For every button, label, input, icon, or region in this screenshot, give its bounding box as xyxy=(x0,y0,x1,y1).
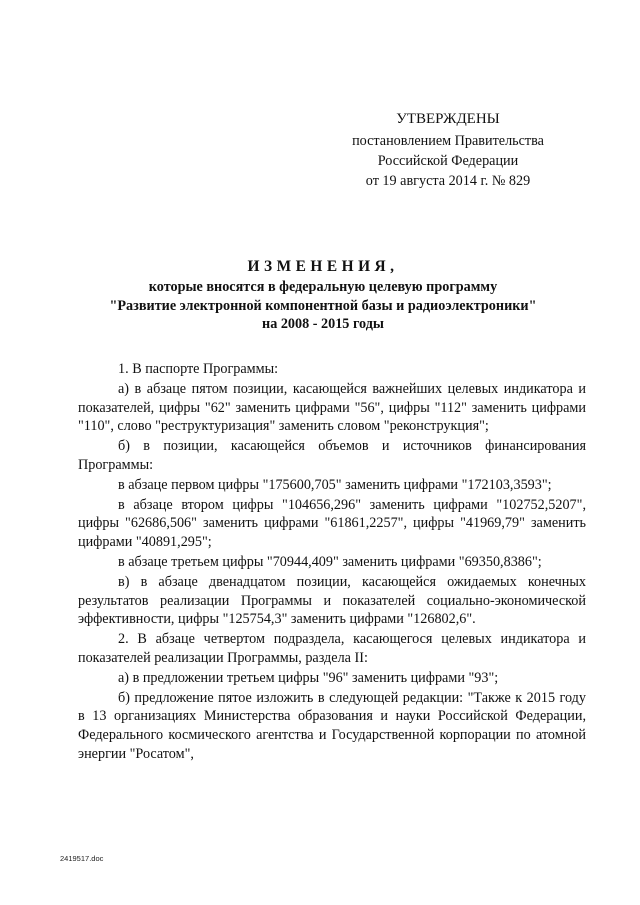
paragraph: 2. В абзаце четвертом подраздела, касающегося целевых индикатора и показателей реализации Программы, раздела II: xyxy=(78,631,586,666)
paragraph: б) в позиции, касающейся объемов и источников финансирования Программы: xyxy=(78,438,586,473)
file-name-footer: 2419517.doc xyxy=(60,854,104,863)
paragraph: а) в абзаце пятом позиции, касающейся важнейших целевых индикатора и показателей, цифры "62" заменить цифрами "56", цифры "112" заменить цифрами "110", слово "реструктуризация" заменить словом "реконструкция"; xyxy=(78,380,586,435)
paragraph: в абзаце втором цифры "104656,296" заменить цифрами "102752,5207", цифры "62686,506" заменить цифрами "61861,2257", цифры "41969,79" заменить цифрами "40891,295"; xyxy=(78,496,586,551)
paragraph: б) предложение пятое изложить в следующей редакции: "Также к 2015 году в 13 организациях Министерства образования и науки Российской Федерации, Федерального космического агентства и Государственной корпорации по атомной энергии "Росатом", xyxy=(78,689,586,762)
paragraph: в) в абзаце двенадцатом позиции, касающейся ожидаемых конечных результатов реализации Программы и показателей социально-экономической эффективности, цифры "125754,3" заменить цифрами "126802,6". xyxy=(78,573,586,628)
approval-line-3: от 19 августа 2014 г. № 829 xyxy=(365,173,531,189)
approval-line-2: Российской Федерации xyxy=(377,153,519,169)
subtitle-line-2: "Развитие электронной компонентной базы и радиоэлектроники" xyxy=(109,297,537,314)
paragraph: а) в предложении третьем цифры "96" заменить цифрами "93"; xyxy=(118,669,499,686)
document-subtitle xyxy=(60,278,586,334)
paragraph: в абзаце третьем цифры "70944,409" заменить цифрами "69350,8386"; xyxy=(118,553,542,570)
paragraph: 1. В паспорте Программы: xyxy=(118,361,279,377)
subtitle-line-3: на 2008 - 2015 годы xyxy=(262,316,384,332)
approval-stamp xyxy=(330,108,566,191)
paragraph: в абзаце первом цифры "175600,705" заменить цифрами "172103,3593"; xyxy=(118,476,552,493)
document-body xyxy=(78,360,586,765)
document-title: ИЗМЕНЕНИЯ, xyxy=(247,258,399,275)
subtitle-line-1: которые вносятся в федеральную целевую программу xyxy=(148,279,498,295)
approval-line-1: постановлением Правительства xyxy=(352,133,544,149)
approval-heading: УТВЕРЖДЕНЫ xyxy=(396,111,500,127)
